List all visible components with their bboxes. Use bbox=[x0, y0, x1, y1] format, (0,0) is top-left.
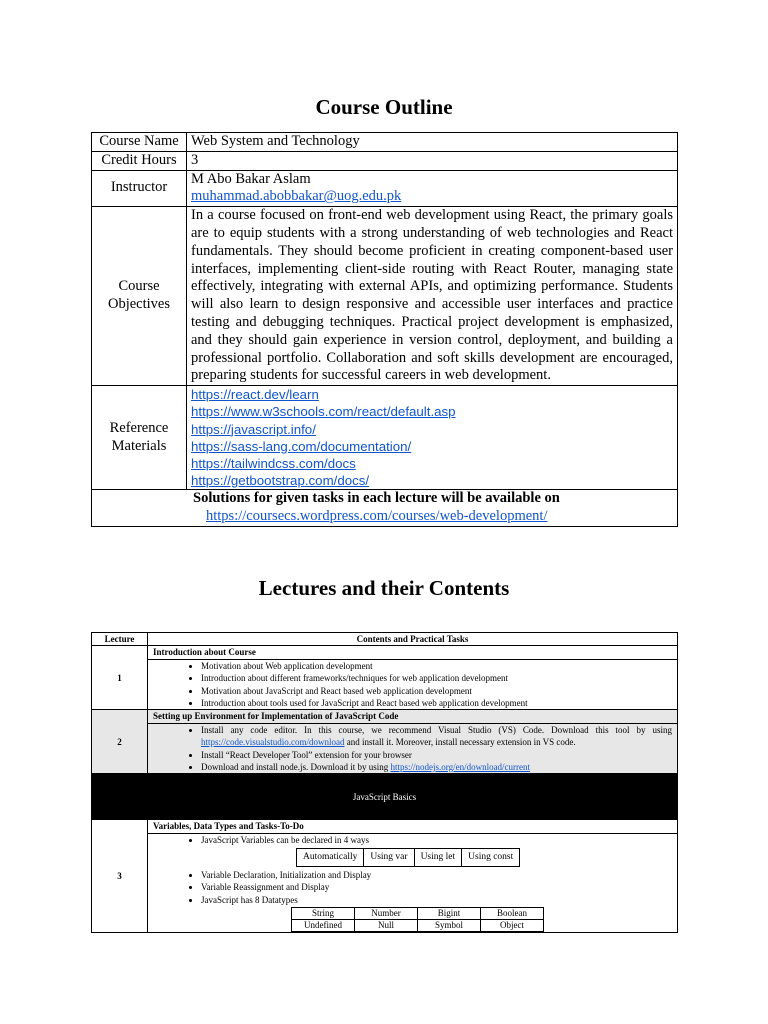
lecture-column-header: Lecture bbox=[92, 633, 148, 646]
lecture-3-number: 3 bbox=[92, 820, 148, 932]
lecture-3-topic-row bbox=[92, 820, 678, 833]
contents-column-header: Contents and Practical Tasks bbox=[148, 633, 678, 646]
lecture-2-content-row bbox=[92, 723, 678, 774]
objectives-row bbox=[92, 207, 678, 386]
solutions-note: Solutions for given tasks in each lecture will be available on bbox=[193, 490, 560, 507]
lecture-2-topic: Setting up Environment for Implementation of JavaScript Code bbox=[148, 710, 678, 723]
table-cell: Using const bbox=[462, 849, 520, 866]
lecture-3-content bbox=[148, 833, 678, 932]
objectives-label: Course Objectives bbox=[92, 207, 187, 386]
list-item: • Introduction about tools used for JavaScript and React based web application development bbox=[201, 697, 672, 709]
reference-link[interactable]: https://react.dev/learn bbox=[191, 387, 319, 403]
lecture-2-list bbox=[153, 724, 672, 774]
reference-link[interactable]: https://tailwindcss.com/docs bbox=[191, 455, 356, 471]
reference-link[interactable]: https://javascript.info/ bbox=[191, 421, 316, 437]
objectives-text: In a course focused on front-end web development using React, the primary goals are to equip students with a strong understanding of web technologies and React fundamentals. They should become proficient in creating component-based user interfaces, implementing client-side routing with React Router, managing state effectively, integrating with external APIs, and optimizing performance. Students will also learn to design responsive and accessible user interfaces and practice testing and debugging techniques. Practical project development is emphasized, and they should gain experience in version control, deployment, and building a professional portfolio. Collaboration and soft skills development are encouraged, preparing students for successful careers in web development. bbox=[187, 207, 678, 386]
table-cell: Null bbox=[355, 919, 418, 931]
list-item: • Introduction about different frameworks/techniques for web application development bbox=[201, 672, 672, 684]
instructor-cell bbox=[187, 170, 678, 207]
table-cell: Number bbox=[355, 907, 418, 919]
lecture-2-number: 2 bbox=[92, 710, 148, 774]
list-item: • Variable Reassignment and Display bbox=[201, 881, 672, 893]
reference-link[interactable]: https://getbootstrap.com/docs/ bbox=[191, 473, 370, 489]
lectures-header-row bbox=[92, 633, 678, 646]
table-cell: Boolean bbox=[481, 907, 544, 919]
solutions-link[interactable]: https://coursecs.wordpress.com/courses/web-development/ bbox=[206, 508, 548, 525]
lecture-3-content-row bbox=[92, 833, 678, 932]
credit-hours-value: 3 bbox=[187, 151, 678, 170]
table-cell: Using let bbox=[414, 849, 462, 866]
vscode-instruction-start: Install any code editor. In this course, we recommend Visual Studio (VS) Code. Download this tool by using bbox=[201, 724, 672, 735]
datatypes-table bbox=[291, 907, 544, 932]
list-item: • JavaScript has 8 Datatypes bbox=[201, 894, 672, 906]
course-outline-table bbox=[91, 132, 678, 527]
list-item: • Install “React Developer Tool” extension for your browser bbox=[201, 749, 672, 761]
reference-row bbox=[92, 386, 678, 490]
section-banner-row bbox=[92, 774, 678, 820]
nodejs-instruction: Download and install node.js. Download it by using bbox=[201, 762, 391, 773]
reference-link[interactable]: https://sass-lang.com/documentation/ bbox=[191, 438, 412, 454]
course-name-label: Course Name bbox=[92, 133, 187, 152]
vscode-instruction-end: and install it. Moreover, install necessary extension in VS code. bbox=[344, 737, 576, 748]
lecture-2-topic-row bbox=[92, 710, 678, 723]
credit-hours-row bbox=[92, 151, 678, 170]
list-item: • Variable Declaration, Initialization and Display bbox=[201, 869, 672, 881]
nodejs-download-link[interactable]: https://nodejs.org/en/download/current bbox=[390, 762, 531, 773]
course-outline-title: Course Outline bbox=[315, 95, 453, 119]
instructor-name: M Abo Bakar Aslam bbox=[191, 170, 311, 187]
table-cell: String bbox=[292, 907, 355, 919]
list-item: • Motivation about Web application development bbox=[201, 660, 672, 672]
instructor-label: Instructor bbox=[92, 170, 187, 207]
list-item: • JavaScript Variables can be declared in 4 ways bbox=[201, 834, 672, 846]
table-cell: Using var bbox=[364, 849, 414, 866]
table-cell: Symbol bbox=[418, 919, 481, 931]
lecture-2-content bbox=[148, 723, 678, 774]
lecture-1-number: 1 bbox=[92, 646, 148, 710]
declaration-ways-table bbox=[296, 848, 520, 866]
lecture-1-content-row bbox=[92, 659, 678, 710]
lectures-title: Lectures and their Contents bbox=[258, 576, 510, 600]
lecture-1-topic: Introduction about Course bbox=[148, 646, 678, 659]
lecture-3-list-continued bbox=[153, 869, 672, 906]
reference-label: Reference Materials bbox=[92, 386, 187, 490]
solutions-row bbox=[92, 490, 678, 527]
vscode-download-link[interactable]: https://code.visualstudio.com/download bbox=[201, 737, 345, 748]
reference-links bbox=[187, 386, 678, 490]
lecture-1-list bbox=[153, 660, 672, 710]
list-item bbox=[201, 724, 672, 749]
instructor-email-link[interactable]: muhammad.abobbakar@uog.edu.pk bbox=[191, 188, 402, 205]
reference-link[interactable]: https://www.w3schools.com/react/default.asp bbox=[191, 404, 456, 420]
list-item bbox=[201, 761, 672, 773]
lecture-3-topic: Variables, Data Types and Tasks-To-Do bbox=[148, 820, 678, 833]
table-cell: Undefined bbox=[292, 919, 355, 931]
lectures-table bbox=[91, 632, 678, 933]
table-cell: Bigint bbox=[418, 907, 481, 919]
table-cell: Automatically bbox=[297, 849, 364, 866]
list-item: • Motivation about JavaScript and React based web application development bbox=[201, 685, 672, 697]
table-cell: Object bbox=[481, 919, 544, 931]
lecture-3-list bbox=[153, 834, 672, 846]
instructor-row bbox=[92, 170, 678, 207]
credit-hours-label: Credit Hours bbox=[92, 151, 187, 170]
section-banner: JavaScript Basics bbox=[92, 774, 678, 820]
lecture-1-content bbox=[148, 659, 678, 710]
course-name-row bbox=[92, 133, 678, 152]
solutions-cell bbox=[92, 490, 678, 527]
course-name-value: Web System and Technology bbox=[187, 133, 678, 152]
lecture-1-topic-row bbox=[92, 646, 678, 659]
